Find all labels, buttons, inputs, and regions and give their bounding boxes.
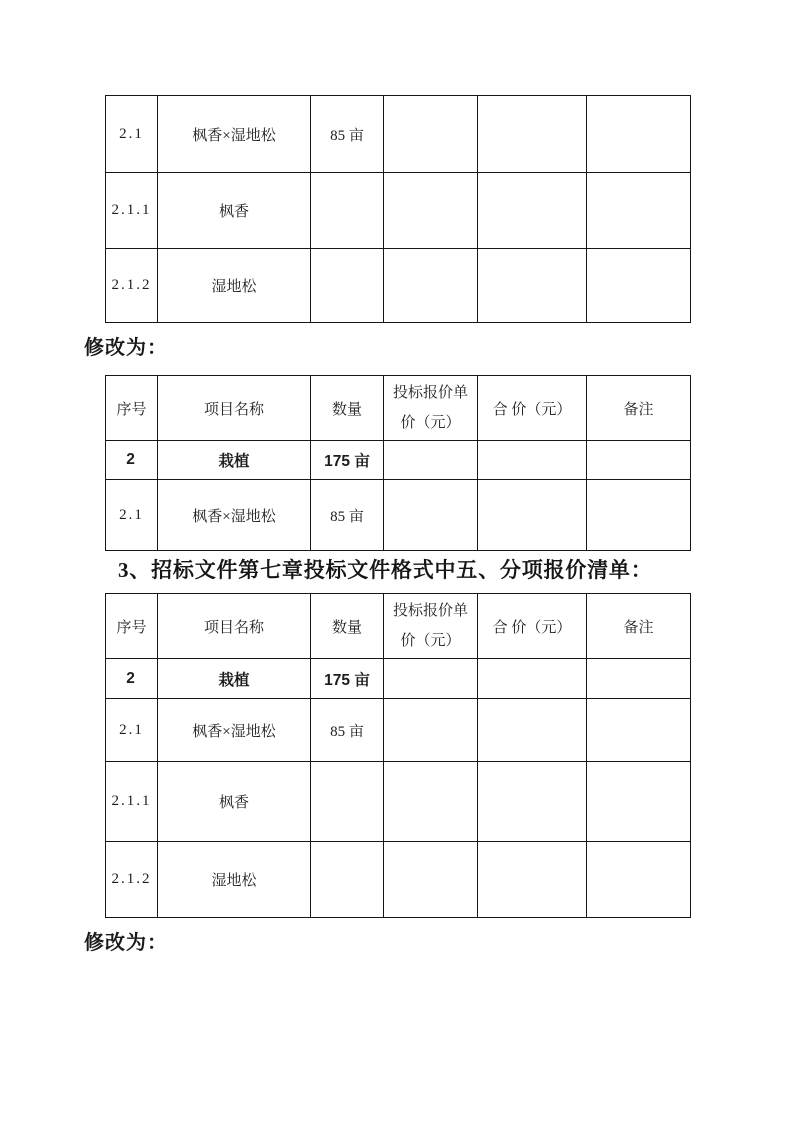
- header-unit-price-line2: 价（元）: [400, 633, 461, 649]
- header-remarks: 备注: [587, 376, 691, 441]
- cell-item-name: 栽植: [158, 441, 311, 480]
- cell-remark: [587, 96, 691, 173]
- cell-remark: [587, 699, 691, 762]
- header-total-price: 合 价（元）: [478, 376, 587, 441]
- cell-remark: [587, 173, 691, 249]
- cell-remark: [587, 249, 691, 323]
- cell-seq: 2.1: [106, 96, 158, 173]
- table-row: [106, 659, 691, 699]
- cell-unit-price: [384, 480, 478, 551]
- table-row: [106, 249, 691, 323]
- table-row: [106, 762, 691, 842]
- header-item-name: 项目名称: [158, 376, 311, 441]
- header-seq: 序号: [106, 594, 158, 659]
- cell-seq: 2.1.2: [106, 249, 158, 323]
- cell-qty: [311, 842, 384, 918]
- revised-price-table: [105, 375, 691, 551]
- cell-item-name: 栽植: [158, 659, 311, 699]
- cell-qty: 85 亩: [311, 699, 384, 762]
- cell-qty: 175 亩: [311, 659, 384, 699]
- cell-qty: [311, 762, 384, 842]
- cell-total-price: [478, 249, 587, 323]
- cell-unit-price: [384, 441, 478, 480]
- cell-total-price: [478, 659, 587, 699]
- cell-total-price: [478, 480, 587, 551]
- cell-unit-price: [384, 173, 478, 249]
- cell-seq: 2.1: [106, 699, 158, 762]
- cell-item-name: 枫香×湿地松: [158, 96, 311, 173]
- header-item-name: 项目名称: [158, 594, 311, 659]
- cell-total-price: [478, 441, 587, 480]
- cell-qty: 85 亩: [311, 480, 384, 551]
- modify-to-label: 修改为：: [84, 932, 168, 954]
- modify-to-label: 修改为：: [84, 337, 168, 359]
- cell-item-name: 枫香: [158, 762, 311, 842]
- table-row: [106, 480, 691, 551]
- table-row: [106, 173, 691, 249]
- cell-unit-price: [384, 249, 478, 323]
- table-row: [106, 441, 691, 480]
- partial-price-table: [105, 95, 691, 323]
- table-row: [106, 96, 691, 173]
- cell-seq: 2.1: [106, 480, 158, 551]
- header-remarks: 备注: [587, 594, 691, 659]
- section5-price-table: [105, 593, 691, 918]
- header-seq: 序号: [106, 376, 158, 441]
- header-qty: 数量: [311, 376, 384, 441]
- cell-remark: [587, 842, 691, 918]
- cell-seq: 2: [106, 441, 158, 480]
- cell-seq: 2.1.2: [106, 842, 158, 918]
- cell-unit-price: [384, 842, 478, 918]
- cell-qty: [311, 249, 384, 323]
- cell-total-price: [478, 699, 587, 762]
- cell-total-price: [478, 96, 587, 173]
- header-unit-price: [384, 594, 478, 659]
- cell-item-name: 湿地松: [158, 249, 311, 323]
- cell-unit-price: [384, 659, 478, 699]
- header-total-price: 合 价（元）: [478, 594, 587, 659]
- cell-seq: 2.1.1: [106, 762, 158, 842]
- cell-seq: 2.1.1: [106, 173, 158, 249]
- header-unit-price-line1: 投标报价单: [392, 385, 468, 401]
- cell-unit-price: [384, 96, 478, 173]
- header-unit-price-line1: 投标报价单: [392, 603, 468, 619]
- table-row: [106, 842, 691, 918]
- cell-unit-price: [384, 762, 478, 842]
- cell-seq: 2: [106, 659, 158, 699]
- cell-item-name: 湿地松: [158, 842, 311, 918]
- cell-unit-price: [384, 699, 478, 762]
- cell-remark: [587, 659, 691, 699]
- cell-item-name: 枫香×湿地松: [158, 480, 311, 551]
- table-header-row: [106, 594, 691, 659]
- cell-total-price: [478, 173, 587, 249]
- cell-remark: [587, 441, 691, 480]
- cell-qty: 175 亩: [311, 441, 384, 480]
- cell-qty: 85 亩: [311, 96, 384, 173]
- header-unit-price: [384, 376, 478, 441]
- cell-total-price: [478, 842, 587, 918]
- cell-qty: [311, 173, 384, 249]
- header-qty: 数量: [311, 594, 384, 659]
- cell-remark: [587, 762, 691, 842]
- table-header-row: [106, 376, 691, 441]
- table-row: [106, 699, 691, 762]
- cell-item-name: 枫香×湿地松: [158, 699, 311, 762]
- cell-total-price: [478, 762, 587, 842]
- cell-remark: [587, 480, 691, 551]
- cell-item-name: 枫香: [158, 173, 311, 249]
- header-unit-price-line2: 价（元）: [400, 415, 461, 431]
- section-3-heading: 3、招标文件第七章投标文件格式中五、分项报价清单：: [118, 558, 653, 582]
